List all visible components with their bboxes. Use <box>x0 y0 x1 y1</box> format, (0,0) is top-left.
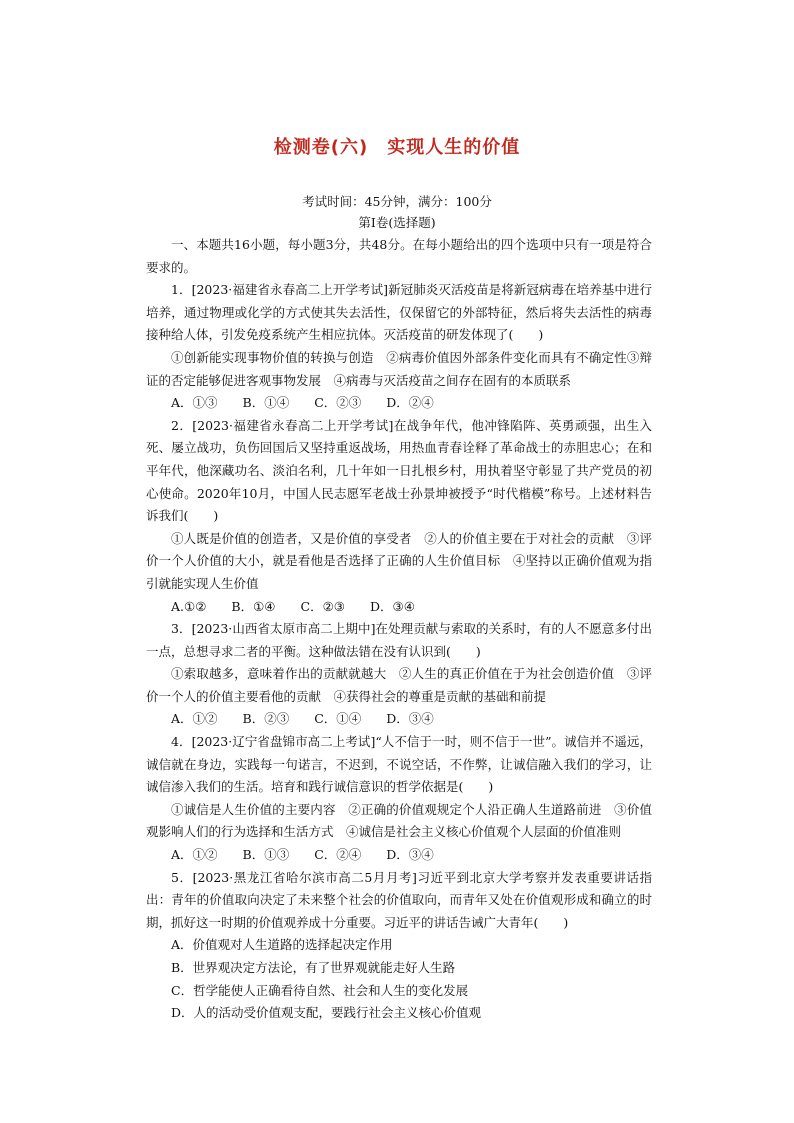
question-2 <box>146 415 652 618</box>
answer-choices: A．①③ B．①④ C．②③ D．②④ <box>171 395 434 411</box>
question-4 <box>146 731 652 867</box>
question-statements: ①人既是价值的创造者，又是价值的享受者 ②人的价值主要在于对社会的贡献 ③评价一个人价值的大小，就是看他是否选择了正确的人生价值目标 ④坚持以正确价值观为指引就能实现人生价值 <box>146 530 652 591</box>
question-statements: ①创新能实现事物价值的转换与创造 ②病毒价值因外部条件变化而具有不确定性③辩证的否定能够促进客观事物发展 ④病毒与灭活疫苗之间存在固有的本质联系 <box>146 349 652 388</box>
page-title: 检测卷(六) 实现人生的价值 <box>273 137 521 158</box>
question-stem: 2．[2023·福建省永春高二上开学考试]在战争年代，他冲锋陷阵、英勇顽强，出生入死、屡立战功，负伤回国后又坚持重返战场，用热血青春诠释了革命战士的赤胆忠心；在和平年代，他深藏功名、淡泊名利，几十年如一日扎根乡村，用执着坚守彰显了共产党员的初心使命。2020年10月，中国人民志愿军老战士孙景坤被授予“时代楷模”称号。上述材料告诉我们( ) <box>146 417 652 524</box>
question-stem: 4．[2023·辽宁省盘锦市高二上考试]“人不信于一时，则不信于一世”。诚信并不遥远，诚信就在身边，实践每一句诺言，不迟到，不说空话，不作弊，让诚信融入我们的学习，让诚信渗入我们的生活。培育和践行诚信意识的哲学依据是( ) <box>146 734 652 795</box>
question-3 <box>146 618 652 731</box>
answer-choices: A．①② B．②③ C．①④ D．③④ <box>171 711 434 727</box>
question-stem: 5．[2023·黑龙江省哈尔滨市高二5月月考]习近平到北京大学考察并发表重要讲话指出：青年的价值取向决定了未来整个社会的价值取向，而青年又处在价值观形成和确立的时期，抓好这一时期的价值观养成十分重要。习近平的讲话告诫广大青年( ) <box>146 869 652 930</box>
exam-info: 考试时间：45分钟，满分：100分 <box>302 194 492 209</box>
question-statements: ①诚信是人生价值的主要内容 ②正确的价值观规定个人沿正确人生道路前进 ③价值观影响人们的行为选择和生活方式 ④诚信是社会主义核心价值观个人层面的价值准则 <box>146 801 652 840</box>
choice-b: B．世界观决定方法论，有了世界观就能走好人生路 <box>171 960 456 975</box>
answer-choices: A.①② B．①④ C．②③ D．③④ <box>171 598 415 614</box>
answer-choices: A．①② B．①③ C．②④ D．③④ <box>171 847 434 863</box>
choice-d: D．人的活动受价值观支配，要践行社会主义核心价值观 <box>171 1005 482 1021</box>
question-statements: ①索取越多，意味着作出的贡献就越大 ②人生的真正价值在于为社会创造价值 ③评价一个人的价值主要看他的贡献 ④获得社会的尊重是贡献的基础和前提 <box>146 666 652 704</box>
choice-c: C．哲学能使人正确看待自然、社会和人生的变化发展 <box>171 982 469 998</box>
question-stem: 1．[2023·福建省永春高二上开学考试]新冠肺炎灭活疫苗是将新冠病毒在培养基中进行培养，通过物理或化学的方式使其失去活性，仅保留它的外部特征，然后将失去活性的病毒接种给人体，引发免疫系统产生相应抗体。灭活疫苗的研发体现了( ) <box>146 282 652 343</box>
question-stem: 3．[2023·山西省太原市高二上期中]在处理贡献与索取的关系时，有的人不愿意多付出一点，总想寻求二者的平衡。这种做法错在没有认识到( ) <box>146 621 652 659</box>
question-body <box>146 234 652 1025</box>
choice-a: A．价值观对人生道路的选择起决定作用 <box>171 937 393 953</box>
question-5 <box>146 867 652 1025</box>
instructions: 一、本题共16小题，每小题3分，共48分。在每小题给出的四个选项中只有一项是符合要求的。 <box>146 237 652 275</box>
section-heading: 第Ⅰ卷(选择题) <box>358 215 436 230</box>
question-1 <box>146 279 652 415</box>
